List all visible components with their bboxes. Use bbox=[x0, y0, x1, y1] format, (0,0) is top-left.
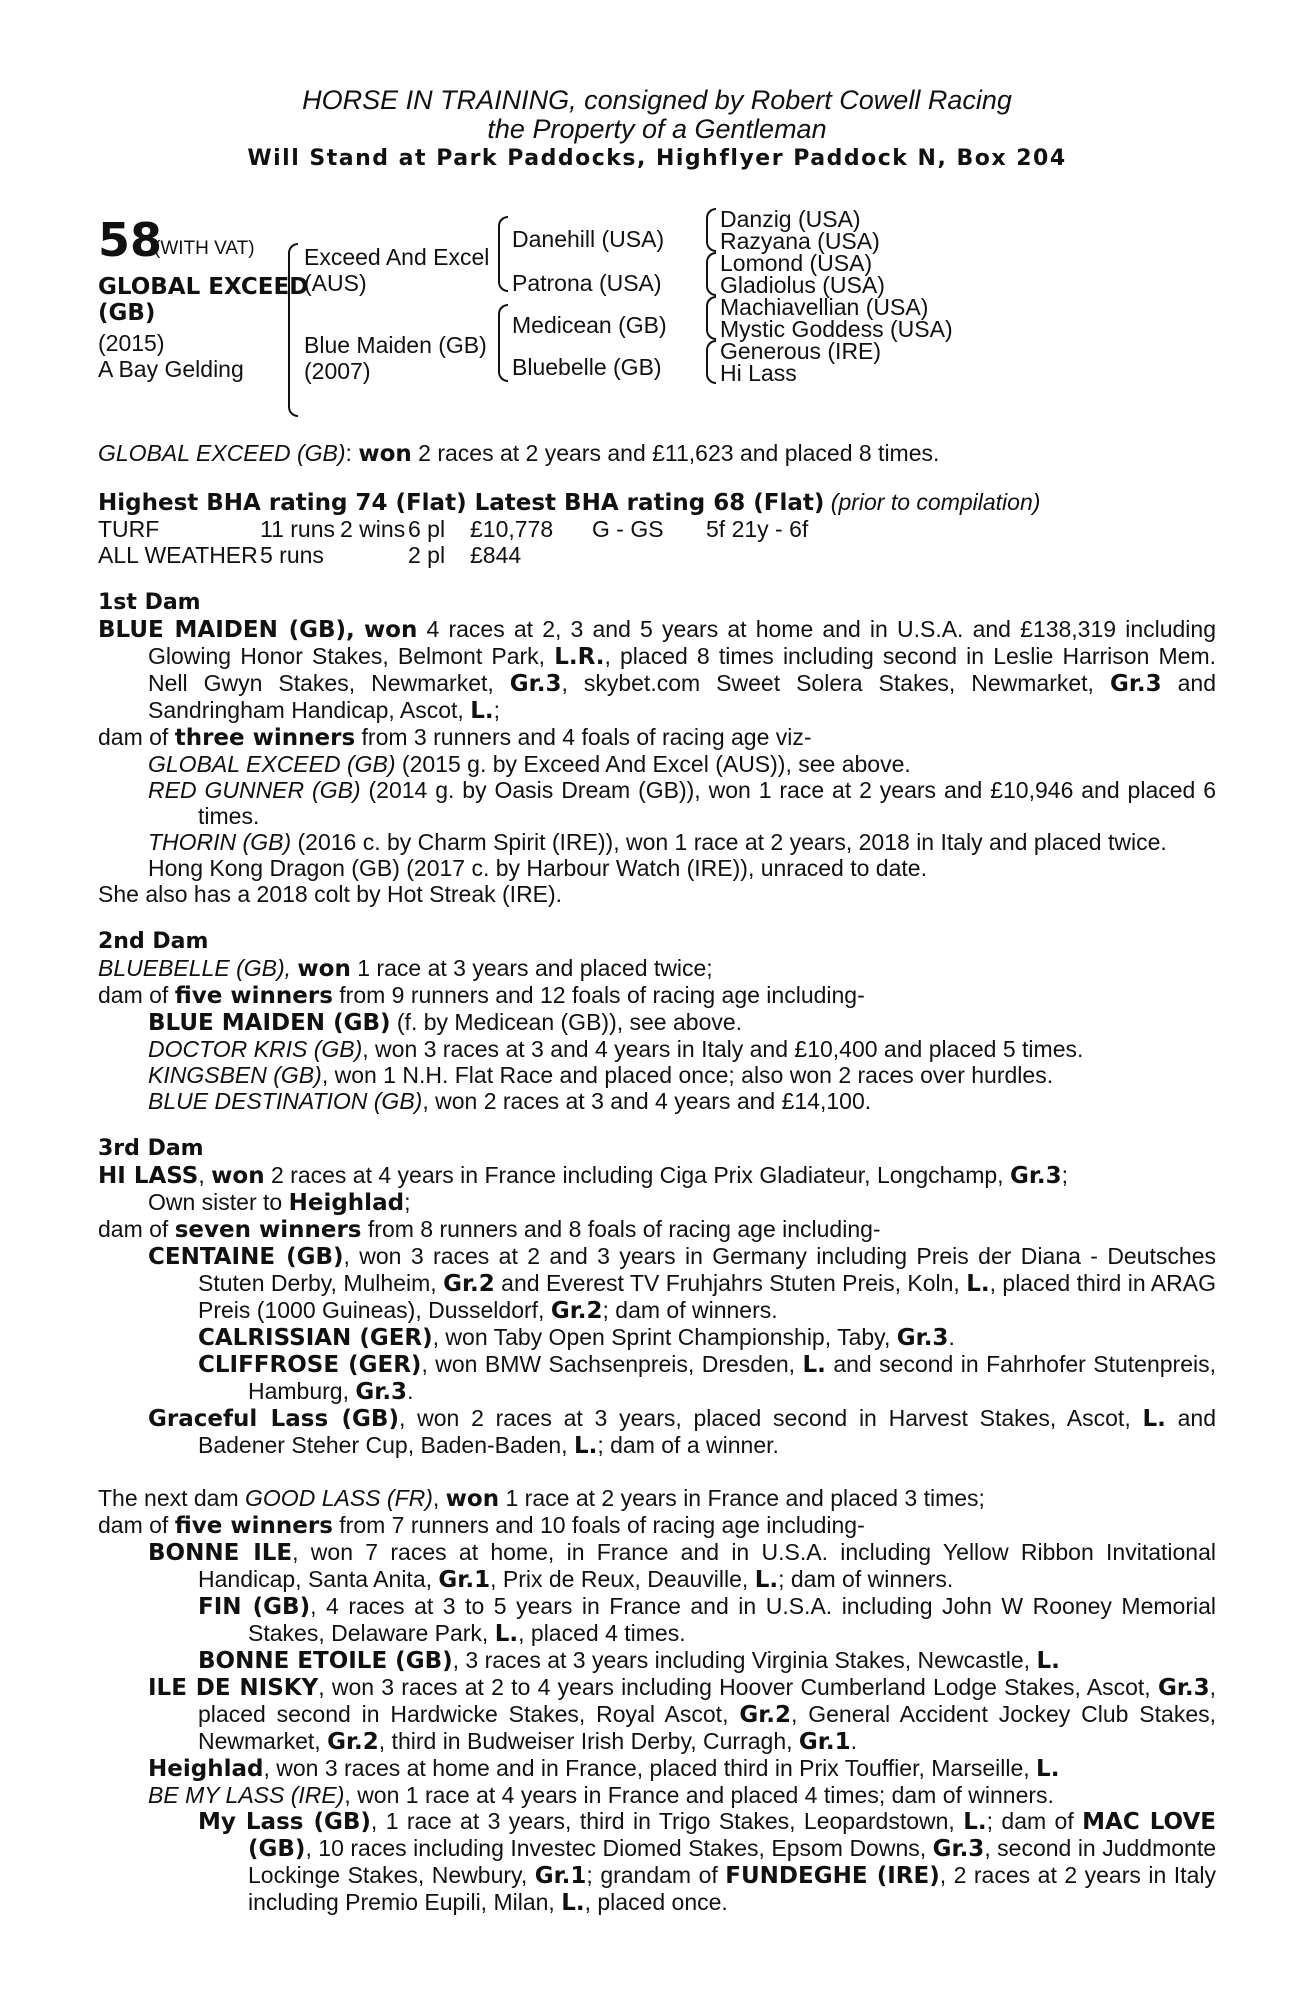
d3-c1-t1: , won 3 races at 2 and 3 years in Germany including Preis der Diana - Deutsches Stuten Derby, Mulheim, bbox=[198, 1243, 1216, 1296]
nd-heighlad bbox=[98, 1755, 1216, 1782]
d3-g-l1: L. bbox=[1142, 1406, 1166, 1432]
d1-t2: , placed 8 times including second in Leslie Harrison Mem. Nell Gwyn Stakes, Newmarket, bbox=[148, 643, 1217, 696]
d3-c3-name: CLIFFROSE (GER) bbox=[198, 1352, 422, 1378]
d3-c3-e: . bbox=[407, 1378, 414, 1404]
d1-l: L. bbox=[470, 698, 494, 724]
ratings-note: (prior to compilation) bbox=[830, 489, 1041, 515]
d1-name: BLUE MAIDEN (GB), bbox=[98, 617, 355, 643]
d1-offspring-1 bbox=[98, 751, 1216, 777]
d3-g-name: Graceful Lass (GB) bbox=[148, 1406, 399, 1432]
nd-ml-t7: , placed once. bbox=[584, 1889, 728, 1915]
nd-fin bbox=[98, 1593, 1216, 1647]
nd-idn-e: . bbox=[850, 1728, 857, 1754]
nd-name: GOOD LASS (FR) bbox=[245, 1485, 433, 1511]
nd-be-t: , 3 races at 3 years including Virginia Stakes, Newcastle, bbox=[452, 1647, 1037, 1673]
d3-c1-t3: , placed third in ARAG Preis (1000 Guineas), Dusseldorf, bbox=[198, 1270, 1216, 1323]
aw-earnings: £844 bbox=[470, 542, 522, 568]
d3-damof-c: from 8 runners and 8 foals of racing age including- bbox=[361, 1216, 881, 1242]
d2-offspring-1 bbox=[98, 1009, 1216, 1036]
sire bbox=[304, 244, 489, 296]
nd-be-l: L. bbox=[1036, 1648, 1060, 1674]
d3-sister bbox=[98, 1189, 1216, 1216]
d1-also: She also has a 2018 colt by Hot Streak (IRE). bbox=[98, 881, 563, 907]
nd-fin-t1: , 4 races at 3 to 5 years in France and in U.S.A. including John W Rooney Memorial Stakes, Delaware Park, bbox=[248, 1593, 1216, 1646]
dds: Generous (IRE) bbox=[720, 338, 882, 364]
sire-dam: Patrona (USA) bbox=[512, 270, 662, 296]
d3-sister-b: Heighlad bbox=[288, 1190, 405, 1216]
nd-fin-l: L. bbox=[494, 1621, 519, 1647]
d3-cliffrose bbox=[98, 1351, 1216, 1405]
horse-description: A Bay Gelding bbox=[98, 356, 244, 382]
d3-c2-gr: Gr.3 bbox=[896, 1325, 949, 1351]
d3-g-t1: , won 2 races at 3 years, placed second in Harvest Stakes, Ascot, bbox=[398, 1405, 1143, 1431]
nd-bi-t2: , Prix de Reux, Deauville, bbox=[490, 1566, 755, 1592]
nd-ml-gr3: Gr.3 bbox=[932, 1836, 985, 1862]
sire-dam-brace bbox=[288, 243, 298, 417]
nd-idn-t1: , won 3 races at 2 to 4 years including Hoover Cumberland Lodge Stakes, Ascot, bbox=[318, 1674, 1158, 1700]
d2-o3-text: , won 1 N.H. Flat Race and placed once; also won 2 races over hurdles. bbox=[321, 1062, 1054, 1088]
d1-o2-text: (2014 g. by Oasis Dream (GB)), won 1 race at 2 years and £10,946 and placed 6 times. bbox=[198, 777, 1217, 829]
g3-brace-1 bbox=[706, 208, 716, 252]
nd-ile-de-nisky bbox=[98, 1674, 1216, 1755]
sdd: Gladiolus (USA) bbox=[720, 272, 885, 298]
nd-bi-t1: , won 7 races at home, in France and in U.S.A. including Yellow Ribbon Invitational Handicap, Santa Anita, bbox=[198, 1539, 1216, 1592]
turf-row bbox=[98, 516, 1216, 542]
d3-c2-e: . bbox=[948, 1324, 955, 1350]
nd-fin-name: FIN (GB) bbox=[198, 1594, 311, 1620]
d3-damof-b: seven winners bbox=[174, 1217, 362, 1243]
d2-offspring-2 bbox=[98, 1036, 1216, 1062]
d1-o3-name: THORIN (GB) bbox=[148, 829, 292, 855]
next-dam-section bbox=[98, 1485, 1216, 1916]
d3-graceful-lass bbox=[98, 1405, 1216, 1459]
nd-idn-gr1: Gr.1 bbox=[798, 1729, 851, 1755]
summary-name: GLOBAL EXCEED (GB) bbox=[98, 440, 346, 466]
d3-c3-t2: and second in Fahrhofer Stutenpreis, Hamburg, bbox=[248, 1351, 1216, 1404]
dam-line1: Blue Maiden (GB) bbox=[304, 332, 487, 358]
d3-c1-l: L. bbox=[966, 1271, 990, 1297]
second-dam-record bbox=[98, 955, 1216, 982]
d2-o3-name: KINGSBEN (GB) bbox=[148, 1062, 322, 1088]
d3-centaine bbox=[98, 1243, 1216, 1324]
d1-lr: L.R. bbox=[554, 644, 605, 670]
summary-won: won bbox=[358, 441, 412, 467]
sds: Lomond (USA) bbox=[720, 250, 873, 276]
nd-ml-l: L. bbox=[963, 1809, 987, 1835]
nd-idn-gr3: Gr.3 bbox=[1157, 1675, 1210, 1701]
lot-number: 58 bbox=[98, 213, 163, 267]
d1-damof-c: from 3 runners and 4 foals of racing age viz- bbox=[355, 724, 812, 750]
turf-placed: 6 pl bbox=[408, 516, 446, 542]
nd-bonne-etoile bbox=[98, 1647, 1216, 1674]
foaling-year: (2015) bbox=[98, 330, 165, 356]
nd-bi-name: BONNE ILE bbox=[148, 1540, 293, 1566]
nd-damof-b: five winners bbox=[174, 1513, 333, 1539]
nd-ml-b3: FUNDEGHE (IRE) bbox=[725, 1863, 940, 1889]
g3-brace-3 bbox=[706, 296, 716, 340]
first-dam-heading: 1st Dam bbox=[98, 590, 201, 615]
turf-runs: 11 runs bbox=[260, 516, 336, 542]
first-dam-record bbox=[98, 616, 1216, 724]
d2-o4-name: BLUE DESTINATION (GB) bbox=[148, 1088, 423, 1114]
nd-ml-l2: L. bbox=[561, 1890, 585, 1916]
nd-won: won bbox=[445, 1486, 500, 1512]
nd-damof-c: from 7 runners and 10 foals of racing age including- bbox=[332, 1512, 865, 1538]
sire-line1: Exceed And Excel bbox=[304, 244, 490, 270]
dam-parents-brace bbox=[498, 304, 508, 382]
d3-c2-t: , won Taby Open Sprint Championship, Taby, bbox=[432, 1324, 897, 1350]
aw-runs: 5 runs bbox=[260, 542, 324, 568]
d3-c1-gr2b: Gr.2 bbox=[550, 1298, 603, 1324]
nd-h-name: Heighlad bbox=[148, 1756, 264, 1782]
d3-calrissian bbox=[98, 1324, 1216, 1351]
d1-o2-name: RED GUNNER (GB) bbox=[148, 777, 361, 803]
d3-c2-name: CALRISSIAN (GER) bbox=[198, 1325, 433, 1351]
d1-o1-name: GLOBAL EXCEED (GB) bbox=[148, 751, 396, 777]
nd-bml-t: , won 1 race at 4 years in France and placed 4 times; dam of winners. bbox=[344, 1782, 1054, 1808]
consignor-line: HORSE IN TRAINING, consigned by Robert Cowell Racing bbox=[302, 85, 1012, 115]
d3-g-t3: ; dam of a winner. bbox=[597, 1432, 779, 1458]
nd-bml-name: BE MY LASS (IRE) bbox=[148, 1782, 345, 1808]
turf-going: G - GS bbox=[592, 516, 664, 542]
d1-offspring-4: Hong Kong Dragon (GB) (2017 c. by Harbour Watch (IRE)), unraced to date. bbox=[148, 855, 927, 881]
sss: Danzig (USA) bbox=[720, 206, 861, 232]
second-dam-produce bbox=[98, 982, 1216, 1009]
d3-t1: 2 races at 4 years in France including Ciga Prix Gladiateur, Longchamp, bbox=[264, 1162, 1010, 1188]
second-dam-heading: 2nd Dam bbox=[98, 929, 209, 954]
nd-idn-t3: , General Accident Jockey Club Stakes, Newmarket, bbox=[198, 1701, 1217, 1754]
nd-bi-l: L. bbox=[754, 1567, 779, 1593]
d2-o4-text: , won 2 races at 3 and 4 years and £14,100. bbox=[422, 1088, 872, 1114]
d1-t3: , skybet.com Sweet Solera Stakes, Newmarket, bbox=[561, 670, 1110, 696]
d2-won: won bbox=[297, 956, 351, 982]
nd-idn-gr2a: Gr.2 bbox=[739, 1702, 791, 1728]
nd-c: 1 race at 2 years in France and placed 3 times; bbox=[499, 1485, 985, 1511]
d1-o3-text: (2016 c. by Charm Spirit (IRE)), won 1 race at 2 years, 2018 in Italy and placed twice. bbox=[291, 829, 1167, 855]
nd-fin-t2: , placed 4 times. bbox=[518, 1620, 686, 1646]
d3-c1-t4: ; dam of winners. bbox=[602, 1297, 778, 1323]
d2-damof-b: five winners bbox=[174, 983, 333, 1009]
nd-ml-gr1: Gr.1 bbox=[534, 1863, 587, 1889]
d1-offspring-3 bbox=[98, 829, 1216, 855]
next-dam-record bbox=[98, 1485, 1216, 1512]
nd-idn-gr2b: Gr.2 bbox=[327, 1729, 379, 1755]
nd-b: , bbox=[432, 1485, 446, 1511]
d3-won: won bbox=[211, 1163, 265, 1189]
stable-location: Will Stand at Park Paddocks, Highflyer Paddock N, Box 204 bbox=[247, 146, 1067, 171]
d2-o1-text: (f. by Medicean (GB)), see above. bbox=[390, 1009, 743, 1035]
d3-sister-c: ; bbox=[404, 1189, 411, 1215]
third-dam-record: HI LASS, won 2 races at 4 years in France including Ciga Prix Gladiateur, Longchamp, Gr.3; bbox=[98, 1162, 1069, 1189]
d3-g-l2: L. bbox=[573, 1433, 598, 1459]
nd-be-my-lass bbox=[98, 1782, 1216, 1808]
d2-offspring-4 bbox=[98, 1088, 1216, 1114]
vat-note: (WITH VAT) bbox=[154, 238, 255, 259]
nd-a: The next dam bbox=[98, 1485, 246, 1511]
dam bbox=[304, 332, 487, 384]
d2-o1-name: BLUE MAIDEN (GB) bbox=[148, 1010, 391, 1036]
d3-sister-a: Own sister to bbox=[148, 1189, 289, 1215]
nd-be-name: BONNE ETOILE (GB) bbox=[198, 1648, 453, 1674]
ratings-section bbox=[98, 489, 1216, 568]
d2-offspring-3 bbox=[98, 1062, 1216, 1088]
ssd: Razyana (USA) bbox=[720, 228, 880, 254]
first-dam-section bbox=[98, 590, 1216, 907]
d1-gr3b: Gr.3 bbox=[1109, 671, 1162, 697]
turf-wins: 2 wins bbox=[340, 516, 406, 542]
dsd: Mystic Goddess (USA) bbox=[720, 316, 953, 342]
nd-ml-name: My Lass (GB) bbox=[198, 1809, 371, 1835]
d2-damof-c: from 9 runners and 12 foals of racing age including- bbox=[332, 982, 865, 1008]
d3-name: HI LASS bbox=[98, 1163, 199, 1189]
d1-damof-a: dam of bbox=[98, 724, 175, 750]
nd-ml-b2: MAC LOVE (GB) bbox=[248, 1809, 1216, 1862]
nd-ml-t6: , 2 races at 2 years in Italy including Premio Eupili, Milan, bbox=[248, 1862, 1216, 1915]
turf-distance: 5f 21y - 6f bbox=[706, 516, 809, 542]
d1-gr3a: Gr.3 bbox=[509, 671, 562, 697]
nd-ml-t1: , 1 race at 3 years, third in Trigo Stakes, Leopardstown, bbox=[370, 1808, 964, 1834]
d1-t4: and Sandringham Handicap, Ascot, bbox=[148, 670, 1216, 723]
d1-won: won bbox=[363, 617, 418, 643]
nd-ml-t5: ; grandam of bbox=[586, 1862, 726, 1888]
nd-damof-a: dam of bbox=[98, 1512, 175, 1538]
d1-o1-text: (2015 g. by Exceed And Excel (AUS)), see above. bbox=[395, 751, 911, 777]
race-summary: GLOBAL EXCEED (GB): won 2 races at 2 years and £11,623 and placed 8 times. bbox=[98, 440, 940, 467]
d3-c3-l: L. bbox=[802, 1352, 826, 1378]
page-header bbox=[98, 86, 1216, 174]
d3-c1-name: CENTAINE (GB) bbox=[148, 1244, 344, 1270]
d3-c1-gr2a: Gr.2 bbox=[443, 1271, 495, 1297]
d2-o2-name: DOCTOR KRIS (GB) bbox=[148, 1036, 363, 1062]
lot-block bbox=[98, 208, 1216, 440]
g3-brace-2 bbox=[706, 252, 716, 296]
d3-c3-gr: Gr.3 bbox=[355, 1379, 408, 1405]
aw-placed: 2 pl bbox=[408, 542, 446, 568]
d1-t5: ; bbox=[493, 697, 500, 723]
second-dam-section bbox=[98, 929, 1216, 1114]
d1-offspring-2 bbox=[98, 777, 1216, 829]
d2-t1: 1 race at 3 years and placed twice; bbox=[350, 955, 713, 981]
third-dam-heading: 3rd Dam bbox=[98, 1136, 204, 1161]
nd-h-t: , won 3 races at home and in France, placed third in Prix Touffier, Marseille, bbox=[263, 1755, 1037, 1781]
d3-damof-a: dam of bbox=[98, 1216, 175, 1242]
ddd: Hi Lass bbox=[720, 360, 797, 386]
nd-bi-t3: ; dam of winners. bbox=[778, 1566, 954, 1592]
nd-bi-gr1: Gr.1 bbox=[438, 1567, 491, 1593]
dss: Machiavellian (USA) bbox=[720, 294, 929, 320]
d1-t1: 4 races at 2, 3 and 5 years at home and in U.S.A. and £138,319 including Glowing Honor Stakes, Belmont Park, bbox=[148, 616, 1216, 669]
dam-line2: (2007) bbox=[304, 358, 371, 384]
nd-ml-t3: , 10 races including Investec Diomed Stakes, Epsom Downs, bbox=[305, 1835, 933, 1861]
d3-g-t2: and Badener Steher Cup, Baden-Baden, bbox=[198, 1405, 1217, 1458]
nd-idn-name: ILE DE NISKY bbox=[148, 1675, 319, 1701]
horse-name-line2: (GB) bbox=[98, 300, 156, 326]
aw-label: ALL WEATHER bbox=[98, 542, 258, 568]
d1-damof-b: three winners bbox=[174, 725, 356, 751]
all-weather-row bbox=[98, 542, 1216, 568]
first-dam-produce bbox=[98, 724, 1216, 751]
d2-damof-a: dam of bbox=[98, 982, 175, 1008]
dam-sire: Medicean (GB) bbox=[512, 312, 667, 338]
nd-ml-t2: ; dam of bbox=[986, 1808, 1083, 1834]
nd-idn-t2: , placed second in Hardwicke Stakes, Royal Ascot, bbox=[198, 1674, 1217, 1727]
third-dam-produce bbox=[98, 1216, 1216, 1243]
nd-idn-t4: , third in Budweiser Irish Derby, Curragh, bbox=[378, 1728, 799, 1754]
dam-dam: Bluebelle (GB) bbox=[512, 354, 662, 380]
summary-rest: 2 races at 2 years and £11,623 and placed 8 times. bbox=[411, 440, 940, 466]
g3-brace-4 bbox=[706, 340, 716, 384]
d3-c3-t1: , won BMW Sachsenpreis, Dresden, bbox=[421, 1351, 803, 1377]
nd-my-lass bbox=[98, 1808, 1216, 1916]
turf-label: TURF bbox=[98, 516, 160, 542]
nd-h-l: L. bbox=[1036, 1756, 1060, 1782]
horse-name-line1: GLOBAL EXCEED bbox=[98, 274, 309, 300]
d3-gr3: Gr.3 bbox=[1009, 1163, 1062, 1189]
property-line: the Property of a Gentleman bbox=[487, 114, 827, 144]
d2-name: BLUEBELLE (GB), bbox=[98, 955, 292, 981]
nd-bonne-ile bbox=[98, 1539, 1216, 1593]
d2-o2-text: , won 3 races at 3 and 4 years in Italy and £10,400 and placed 5 times. bbox=[362, 1036, 1084, 1062]
bha-ratings: Highest BHA rating 74 (Flat) Latest BHA rating 68 (Flat) bbox=[98, 490, 825, 516]
sire-sire: Danehill (USA) bbox=[512, 226, 665, 252]
third-dam-section bbox=[98, 1136, 1216, 1459]
d3-c1-t2: and Everest TV Fruhjahrs Stuten Preis, Koln, bbox=[494, 1270, 967, 1296]
catalogue-page bbox=[98, 86, 1216, 1916]
nd-ml-t4: , second in Juddmonte Lockinge Stakes, Newbury, bbox=[248, 1835, 1216, 1888]
next-dam-produce bbox=[98, 1512, 1216, 1539]
sire-line2: (AUS) bbox=[304, 270, 367, 296]
turf-earnings: £10,778 bbox=[470, 516, 554, 542]
d3-t2: ; bbox=[1061, 1162, 1069, 1188]
sire-parents-brace bbox=[498, 216, 508, 292]
